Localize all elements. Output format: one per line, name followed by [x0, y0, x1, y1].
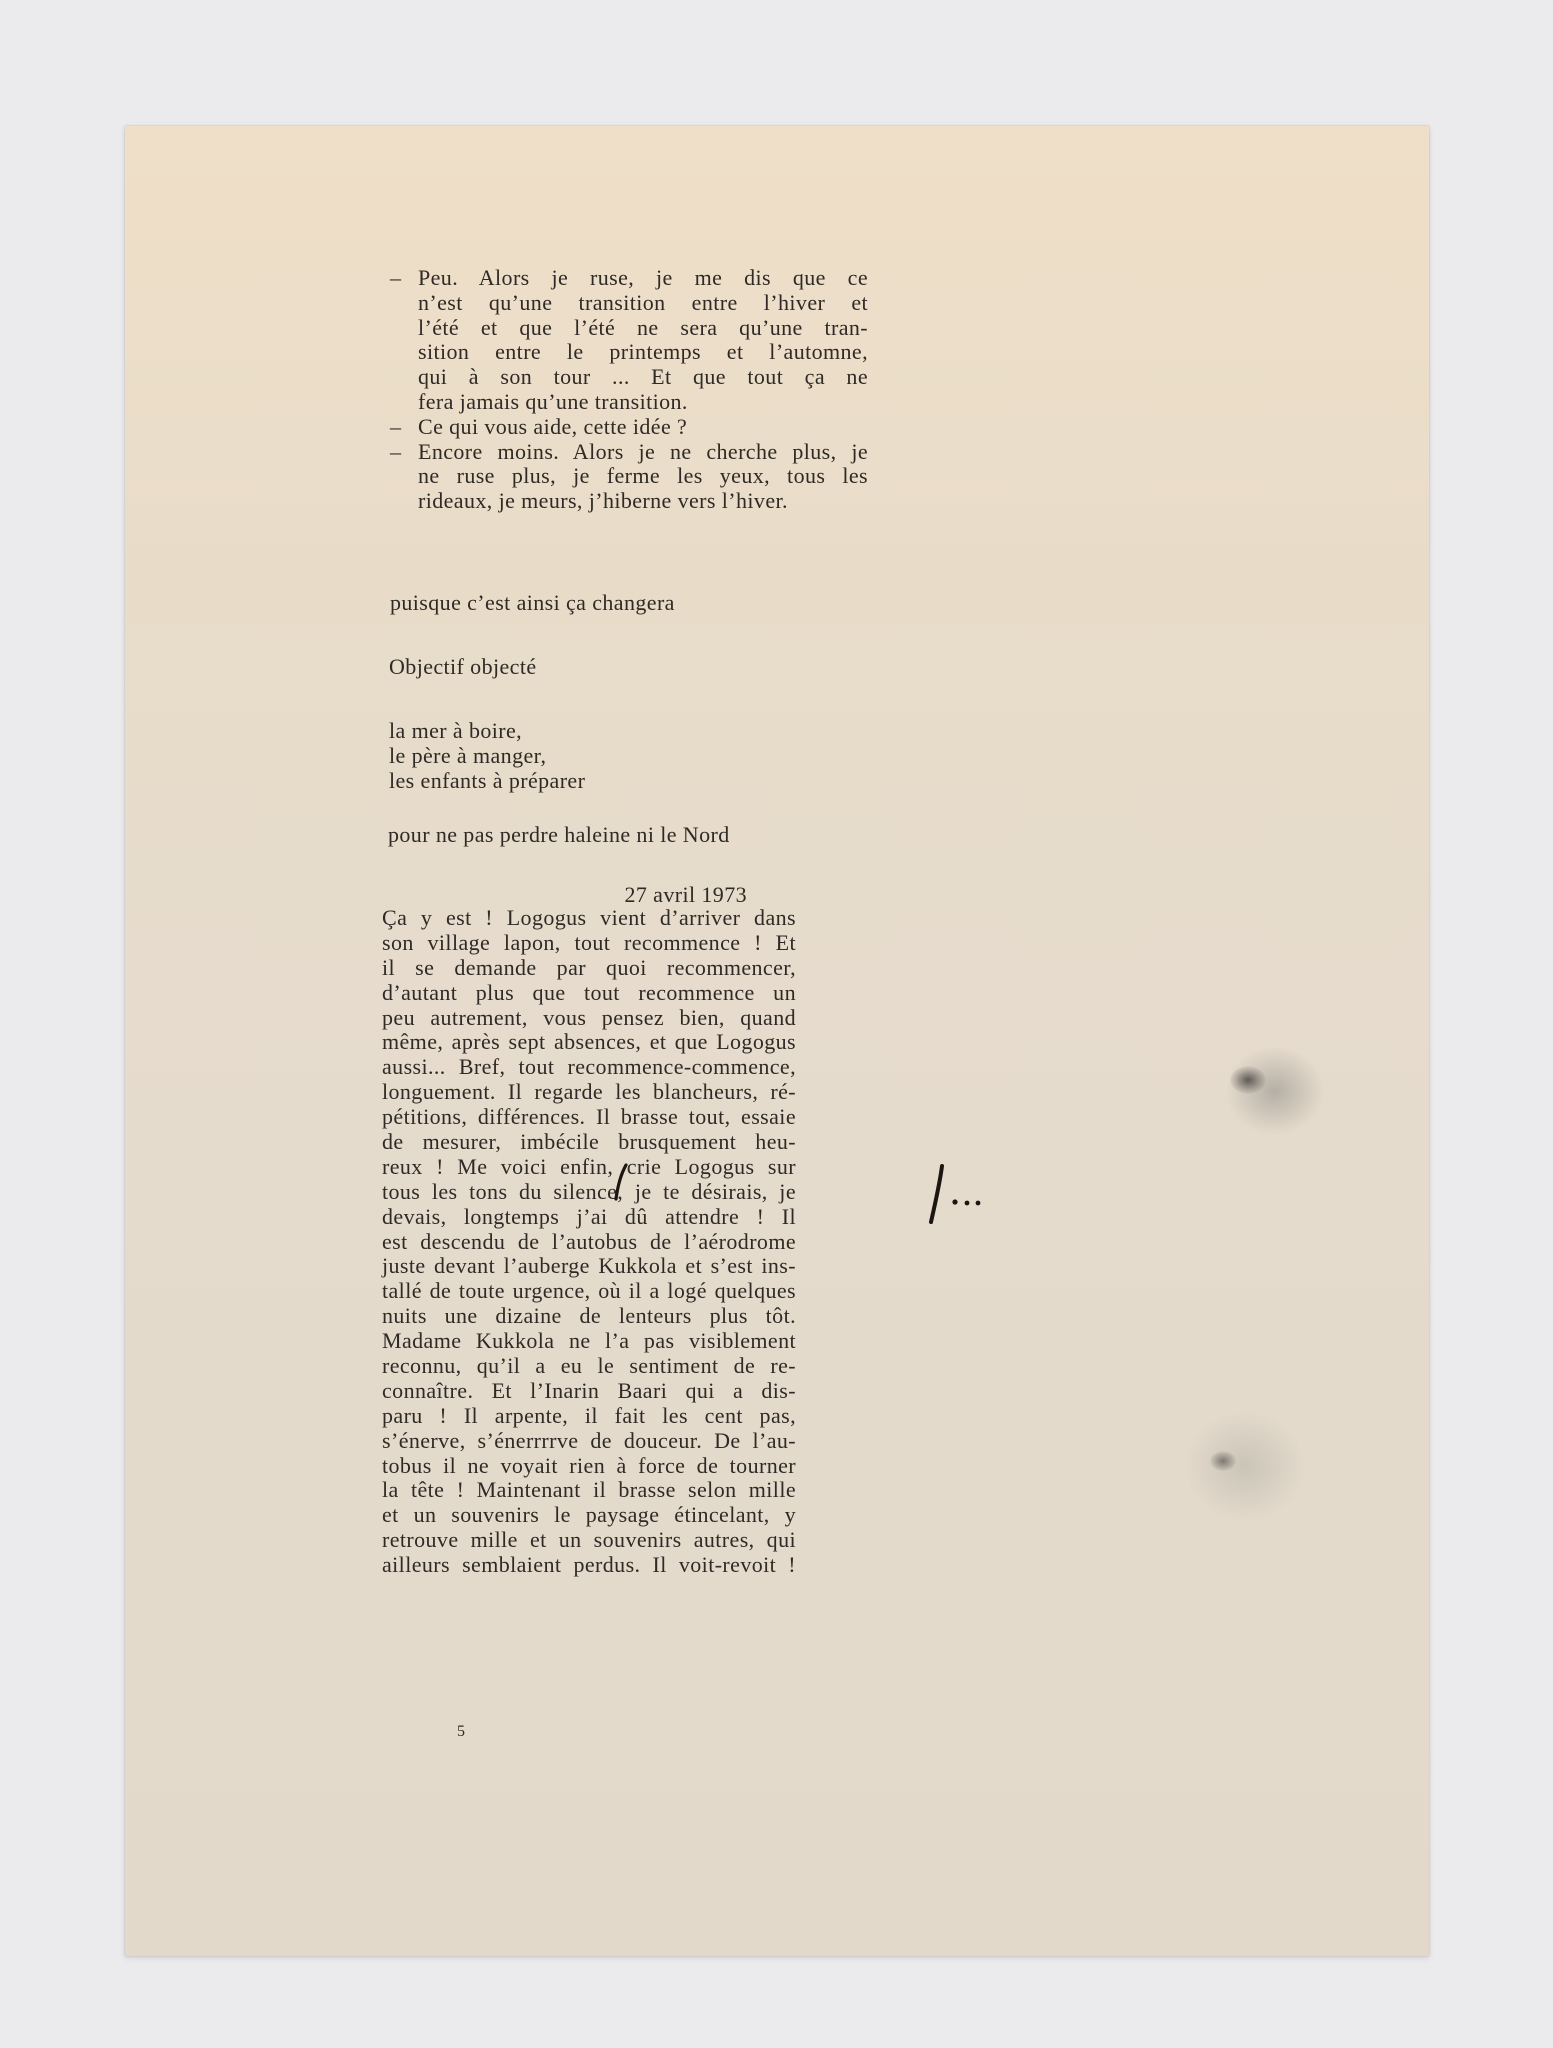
text-line: longuement. Il regarde les blancheurs, ré- — [382, 1079, 796, 1105]
text-line: ailleurs semblaient perdus. Il voit-revoit ! — [382, 1552, 796, 1578]
body-paragraph — [382, 906, 796, 1578]
text-line: paru ! Il arpente, il fait les cent pas, — [382, 1402, 796, 1428]
text-line: s’énerve, s’énerrrrve de douceur. De l’au- — [382, 1427, 796, 1453]
text-line: sition entre le printemps et l’automne, — [418, 339, 868, 365]
poem-line: les enfants à préparer — [389, 767, 586, 793]
text-line: nuits une dizaine de lenteurs plus tôt. — [382, 1303, 796, 1329]
text-line: Ce qui vous aide, cette idée ? — [418, 413, 688, 439]
handwritten-continuation-mark — [920, 1158, 1030, 1238]
text-line: reux ! Me voici enfin, crie Logogus sur — [382, 1153, 796, 1179]
dialogue-entry-2 — [390, 415, 868, 440]
stray-pen-mark — [610, 1162, 632, 1204]
text-line: de mesurer, imbécile brusquement heu- — [382, 1129, 796, 1155]
text-line: tous les tons du silence, je te désirais, je — [382, 1178, 796, 1204]
poem-line: le père à manger, — [389, 742, 547, 768]
text-line: ne ruse plus, je ferme les yeux, tous les — [418, 463, 868, 489]
dialogue-entry-3 — [390, 440, 868, 514]
text-line: d’autant plus que tout recommence un — [382, 979, 796, 1005]
text-line: même, après sept absences, et que Logogus — [382, 1029, 796, 1055]
text-line: devais, longtemps j’ai dû attendre ! Il — [382, 1203, 796, 1229]
paper-sheet — [125, 126, 1429, 1956]
text-line: retrouve mille et un souvenirs autres, qui — [382, 1527, 796, 1553]
faint-smudge — [1185, 1411, 1305, 1521]
poem-line: la mer à boire, — [389, 718, 523, 743]
text-line: son village lapon, tout recommence ! Et — [382, 929, 796, 955]
dialogue-dash: – — [390, 438, 402, 464]
text-line: l’été et que l’été ne sera qu’une tran- — [418, 314, 868, 340]
text-line: juste devant l’auberge Kukkola et s’est ins- — [382, 1253, 796, 1279]
ink-speck — [1210, 1451, 1236, 1471]
entry-date: 27 avril 1973 — [624, 882, 747, 907]
text-line: il se demande par quoi recommencer, — [382, 954, 796, 980]
line-objectif: Objectif objecté — [389, 654, 537, 679]
line-nord: pour ne pas perdre haleine ni le Nord — [388, 822, 730, 847]
dialogue-dash: – — [390, 413, 402, 439]
text-line: peu autrement, vous pensez bien, quand — [382, 1004, 796, 1030]
dialogue-entry-1 — [390, 266, 868, 415]
text-line: connaître. Et l’Inarin Baari qui a dis- — [382, 1377, 796, 1403]
text-line: est descendu de l’autobus de l’aérodrome — [382, 1228, 796, 1254]
text-line: rideaux, je meurs, j’hiberne vers l’hiver. — [418, 488, 788, 514]
ink-speck — [1230, 1066, 1266, 1094]
text-line: et un souvenirs le paysage étincelant, y — [382, 1502, 796, 1528]
page-number: 5 — [457, 1723, 465, 1740]
text-line: Madame Kukkola ne l’a pas visiblement — [382, 1328, 796, 1354]
text-line: aussi... Bref, tout recommence-commence, — [382, 1054, 796, 1080]
text-line: qui à son tour ... Et que tout ça ne — [418, 364, 868, 390]
text-line: tallé de toute urgence, où il a logé quelques — [382, 1278, 796, 1304]
text-line: reconnu, qu’il a eu le sentiment de re- — [382, 1353, 796, 1379]
text-line: Encore moins. Alors je ne cherche plus, je — [418, 438, 868, 464]
poem-block — [389, 719, 585, 793]
text-line: la tête ! Maintenant il brasse selon mille — [382, 1477, 796, 1503]
text-line: n’est qu’une transition entre l’hiver et — [418, 289, 868, 315]
dialogue-dash: – — [390, 265, 402, 290]
dialogue-block — [390, 266, 868, 514]
text-line: pétitions, différences. Il brasse tout, essaie — [382, 1104, 796, 1130]
text-line: Ça y est ! Logogus vient d’arriver dans — [382, 905, 796, 930]
text-line: Peu. Alors je ruse, je me dis que ce — [418, 265, 868, 290]
line-changera: puisque c’est ainsi ça changera — [390, 590, 675, 615]
text-line: tobus il ne voyait rien à force de tourner — [382, 1452, 796, 1478]
text-line: fera jamais qu’une transition. — [418, 388, 688, 414]
